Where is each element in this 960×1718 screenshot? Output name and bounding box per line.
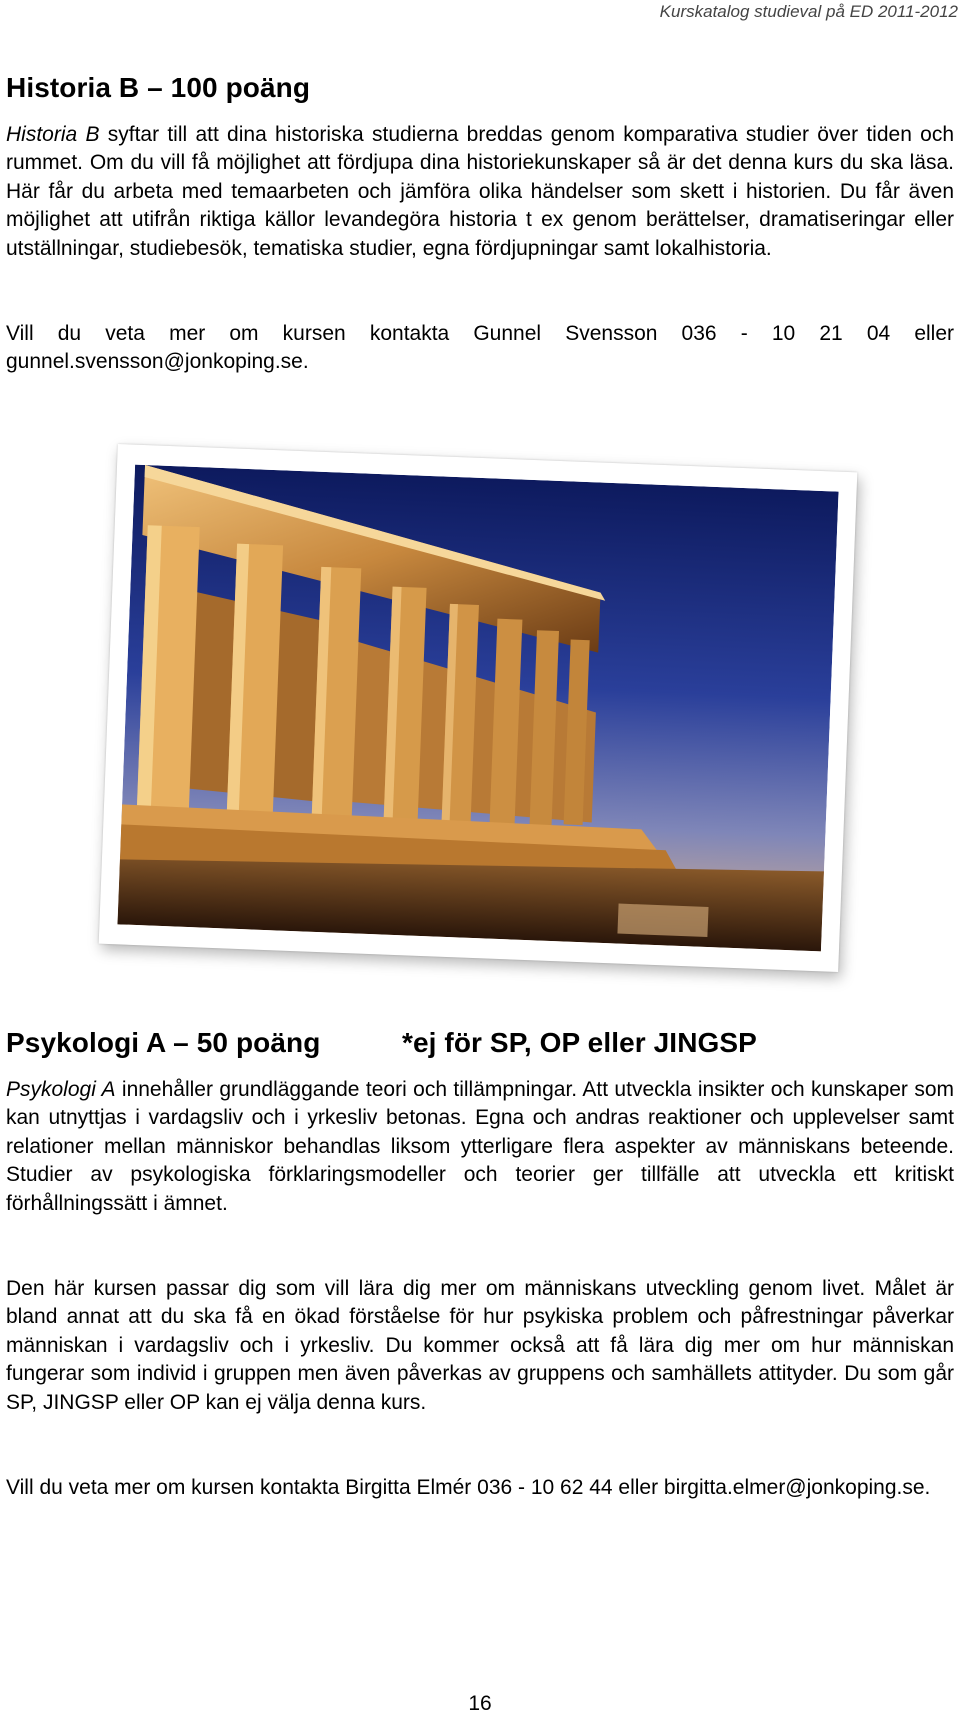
running-header: Kurskatalog studieval på ED 2011-2012: [659, 2, 958, 21]
psykologi-description: [6, 1076, 954, 1218]
historia-course-name: Historia B: [6, 123, 100, 146]
psykologi-restriction-note: *ej för SP, OP eller JINGSP: [402, 1027, 757, 1058]
psykologi-heading: Psykologi A – 50 poäng: [6, 1027, 321, 1058]
psykologi-contact: Vill du veta mer om kursen kontakta Birgitta Elmér 036 - 10 62 44 eller birgitta.elmer@jonkoping.se.: [6, 1476, 931, 1499]
parthenon-image: [117, 465, 838, 952]
psykologi-target-group: Den här kursen passar dig som vill lära dig mer om människans utveckling genom livet. Målet är bland annat att du ska få en ökad förståelse för hur psykiska problem och påfrestningar påverkar människan i vardagsliv och i yrkesliv. Du kommer också att få lära dig mer om hur människan fungerar som individ i gruppen men även påverkas av gruppens och samhällets attityder. Du som går SP, JINGSP eller OP kan ej välja denna kurs.: [6, 1277, 954, 1414]
historia-contact: Vill du veta mer om kursen kontakta Gunnel Svensson 036 - 10 21 04 eller gunnel.svensson@jonkoping.se.: [6, 322, 954, 374]
psykologi-description-text: innehåller grundläggande teori och tillämpningar. Att utveckla insikter och kunskaper som kan utnyttjas i vardagsliv och i yrkesliv betonas. Egna och andras reaktioner och upplevelser samt relationer mellan människor behandlas liksom ytterligare flera aspekter av människans beteende. Studier av psykologiska förklaringsmodeller och teorier ger tillfälle att utveckla ett kritiskt förhållningssätt i ämnet.: [6, 1078, 954, 1215]
page-number: 16: [468, 1692, 492, 1715]
parthenon-photo: [99, 444, 858, 972]
psykologi-course-name: Psykologi A: [6, 1078, 116, 1101]
historia-heading: Historia B – 100 poäng: [6, 72, 311, 103]
historia-description: [6, 121, 954, 263]
historia-description-text: syftar till att dina historiska studierna breddas genom komparativa studier över tiden och rummet. Om du vill få möjlighet att fördjupa dina historiekunskaper så är det denna kurs du ska läsa. Här får du arbeta med temaarbeten och jämföra olika händelser som skett i historien. Du får även möjlighet att utifrån riktiga källor levandegöra historia t ex genom berättelser, dramatiseringar eller utställningar, studiebesök, tematiska studier, egna fördjupningar samt lokalhistoria.: [6, 123, 955, 260]
